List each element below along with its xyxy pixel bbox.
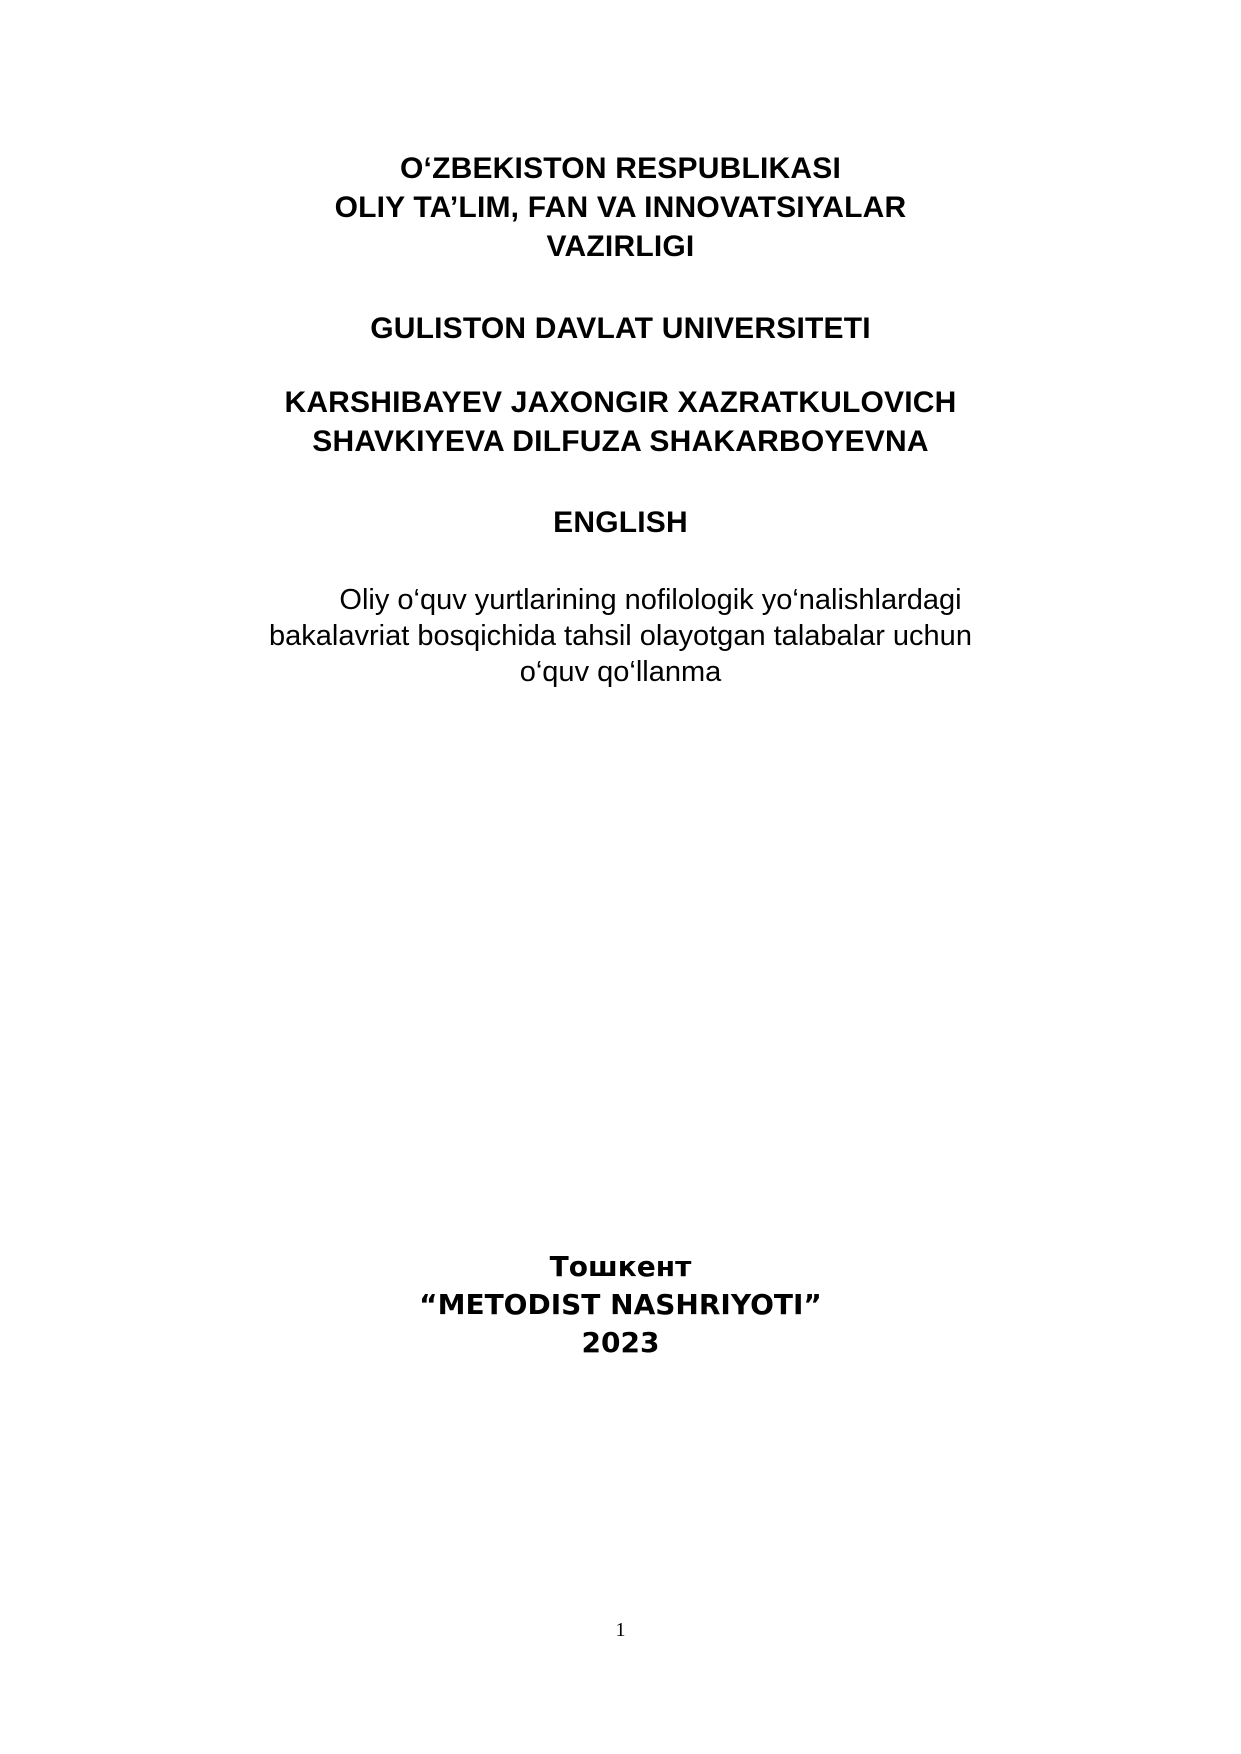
page-number: 1 [615,1619,626,1641]
description-line-2: bakalavriat bosqichida tahsil olayotgan talabalar uchun [269,620,972,652]
author-2: SHAVKIYEVA DILFUZA SHAKARBOYEVNA [312,425,929,458]
subject-label: ENGLISH [553,506,688,539]
author-1: KARSHIBAYEV JAXONGIR XAZRATKULOVICH [284,386,957,419]
authors-block [0,383,1241,461]
description-line-3: o‘quv qo‘llanma [519,656,722,688]
university-name [0,309,1241,348]
subject-title [0,503,1241,542]
imprint-year: 2023 [581,1326,660,1359]
imprint-city: Тошкент [549,1250,692,1283]
ministry-header [0,149,1241,266]
ministry-line-1: O‘ZBEKISTON RESPUBLIKASI [400,152,841,185]
imprint-block [0,1248,1241,1362]
ministry-line-3: VAZIRLIGI [546,230,695,263]
book-description [180,582,1061,690]
description-line-1: Oliy o‘quv yurtlarining nofilologik yo‘nalishlardagi [339,584,962,616]
ministry-line-2: OLIY TA’LIM, FAN VA INNOVATSIYALAR [334,191,907,224]
imprint-publisher: “METODIST NASHRIYOTI” [419,1288,822,1321]
university-title: GULISTON DAVLAT UNIVERSITETI [370,312,871,345]
